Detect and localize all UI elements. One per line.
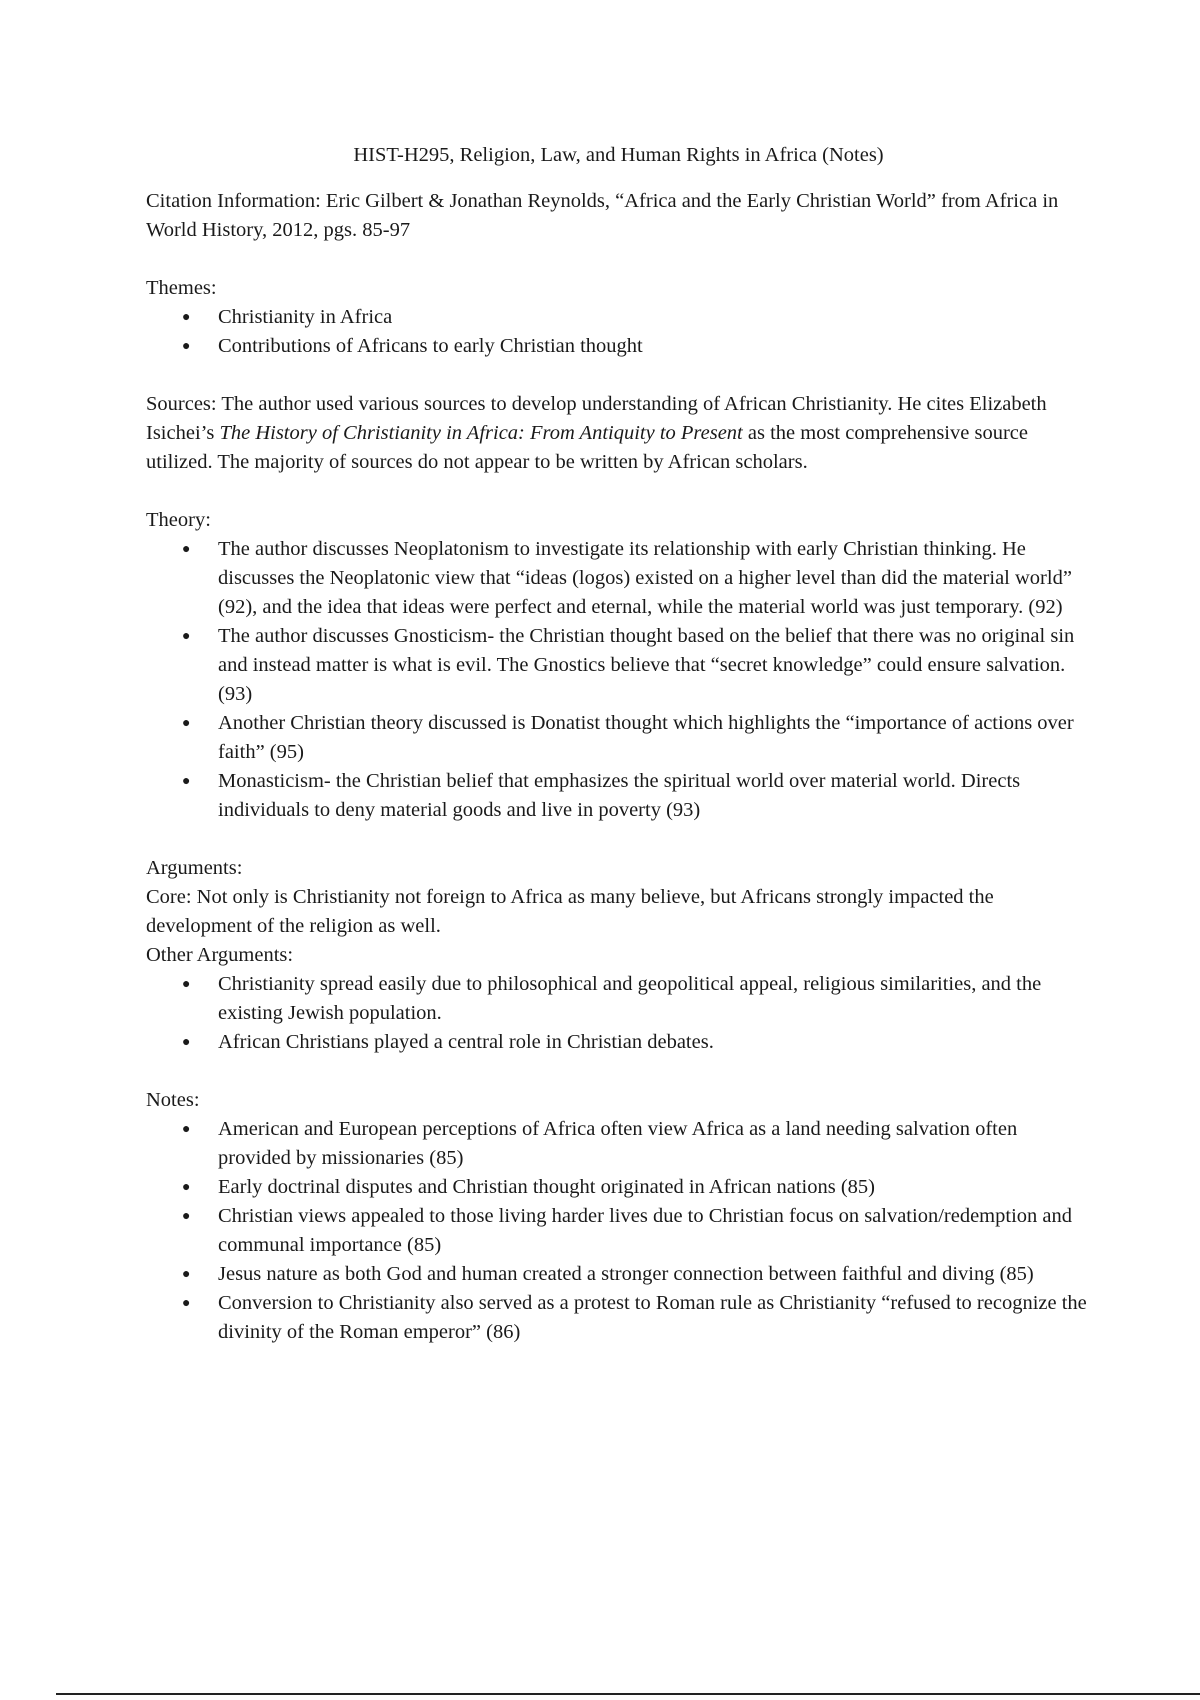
bullet-icon: ● bbox=[182, 1209, 191, 1224]
bullet-icon: ● bbox=[182, 977, 191, 992]
page-bottom-rule bbox=[56, 1693, 1200, 1695]
bullet-icon: ● bbox=[182, 1296, 191, 1311]
list-item bbox=[182, 1289, 1091, 1347]
list-item-text: Christian views appealed to those living harder lives due to Christian focus on salvation/redemption and communal importance (85) bbox=[218, 1205, 1072, 1256]
list-item-text: Jesus nature as both God and human created a stronger connection between faithful and diving (85) bbox=[218, 1263, 1034, 1285]
bullet-icon: ● bbox=[182, 1035, 191, 1050]
list-item bbox=[182, 332, 1091, 361]
bullet-icon: ● bbox=[182, 542, 191, 557]
list-item-text: Conversion to Christianity also served as a protest to Roman rule as Christianity “refused to recognize the divinity of the Roman emperor” (86) bbox=[218, 1292, 1087, 1343]
core-argument: Core: Not only is Christianity not foreign to Africa as many believe, but Africans strongly impacted the development of the religion as well. bbox=[146, 886, 994, 937]
notes-heading: Notes: bbox=[146, 1089, 200, 1111]
list-item-text: Early doctrinal disputes and Christian thought originated in African nations (85) bbox=[218, 1176, 876, 1198]
arguments-list bbox=[146, 970, 1091, 1057]
themes-list bbox=[146, 303, 1091, 361]
sources-book-title: The History of Christianity in Africa: From Antiquity to Present bbox=[219, 422, 743, 444]
notes-section bbox=[146, 1086, 1091, 1347]
sources-text-after: as the most comprehensive source utilized. The majority of sources do not appear to be written by African scholars. bbox=[146, 422, 1028, 473]
list-item bbox=[182, 1115, 1091, 1173]
list-item-text: The author discusses Gnosticism- the Christian thought based on the belief that there was no original sin and instead matter is what is evil. The Gnostics believe that “secret knowledge” could ensure salvation. (93) bbox=[218, 625, 1075, 705]
list-item bbox=[182, 767, 1091, 825]
sources-paragraph bbox=[146, 390, 1091, 477]
citation-paragraph: Citation Information: Eric Gilbert & Jonathan Reynolds, “Africa and the Early Christian World” from Africa in World History, 2012, pgs. 85-97 bbox=[146, 190, 1059, 241]
other-arguments-heading: Other Arguments: bbox=[146, 944, 294, 966]
themes-heading: Themes: bbox=[146, 277, 217, 299]
sources-text-before: Sources: The author used various sources to develop understanding of African Christianity. He cites Elizabeth Isichei’s bbox=[146, 393, 1047, 444]
list-item bbox=[182, 1260, 1091, 1289]
list-item-text: Christianity in Africa bbox=[218, 306, 393, 328]
list-item-text: Monasticism- the Christian belief that emphasizes the spiritual world over material world. Directs individuals to deny material goods and live in poverty (93) bbox=[218, 770, 1021, 821]
bullet-icon: ● bbox=[182, 1180, 191, 1195]
bullet-icon: ● bbox=[182, 1122, 191, 1137]
bullet-icon: ● bbox=[182, 310, 191, 325]
bullet-icon: ● bbox=[182, 716, 191, 731]
notes-list bbox=[146, 1115, 1091, 1347]
bullet-icon: ● bbox=[182, 629, 191, 644]
theory-section bbox=[146, 506, 1091, 825]
bullet-icon: ● bbox=[182, 774, 191, 789]
arguments-section bbox=[146, 854, 1091, 1057]
list-item bbox=[182, 1028, 1091, 1057]
document-title: HIST-H295, Religion, Law, and Human Rights in Africa (Notes) bbox=[353, 144, 884, 166]
list-item-text: Another Christian theory discussed is Donatist thought which highlights the “importance of actions over faith” (95) bbox=[218, 712, 1074, 763]
bullet-icon: ● bbox=[182, 1267, 191, 1282]
list-item-text: Christianity spread easily due to philosophical and geopolitical appeal, religious similarities, and the existing Jewish population. bbox=[218, 973, 1042, 1024]
list-item bbox=[182, 303, 1091, 332]
list-item-text: The author discusses Neoplatonism to investigate its relationship with early Christian thinking. He discusses the Neoplatonic view that “ideas (logos) existed on a higher level than did the material world” (92), and the idea that ideas were perfect and eternal, while the material world was just temporary. (92) bbox=[218, 538, 1072, 618]
document-page bbox=[146, 141, 1091, 1376]
theory-list bbox=[146, 535, 1091, 825]
list-item-text: American and European perceptions of Africa often view Africa as a land needing salvation often provided by missionaries (85) bbox=[218, 1118, 1018, 1169]
list-item bbox=[182, 709, 1091, 767]
list-item bbox=[182, 970, 1091, 1028]
list-item bbox=[182, 1173, 1091, 1202]
list-item bbox=[182, 1202, 1091, 1260]
list-item bbox=[182, 622, 1091, 709]
list-item bbox=[182, 535, 1091, 622]
themes-section bbox=[146, 274, 1091, 361]
bullet-icon: ● bbox=[182, 339, 191, 354]
theory-heading: Theory: bbox=[146, 509, 211, 531]
list-item-text: Contributions of Africans to early Christian thought bbox=[218, 335, 643, 357]
list-item-text: African Christians played a central role in Christian debates. bbox=[218, 1031, 714, 1053]
arguments-heading: Arguments: bbox=[146, 857, 243, 879]
